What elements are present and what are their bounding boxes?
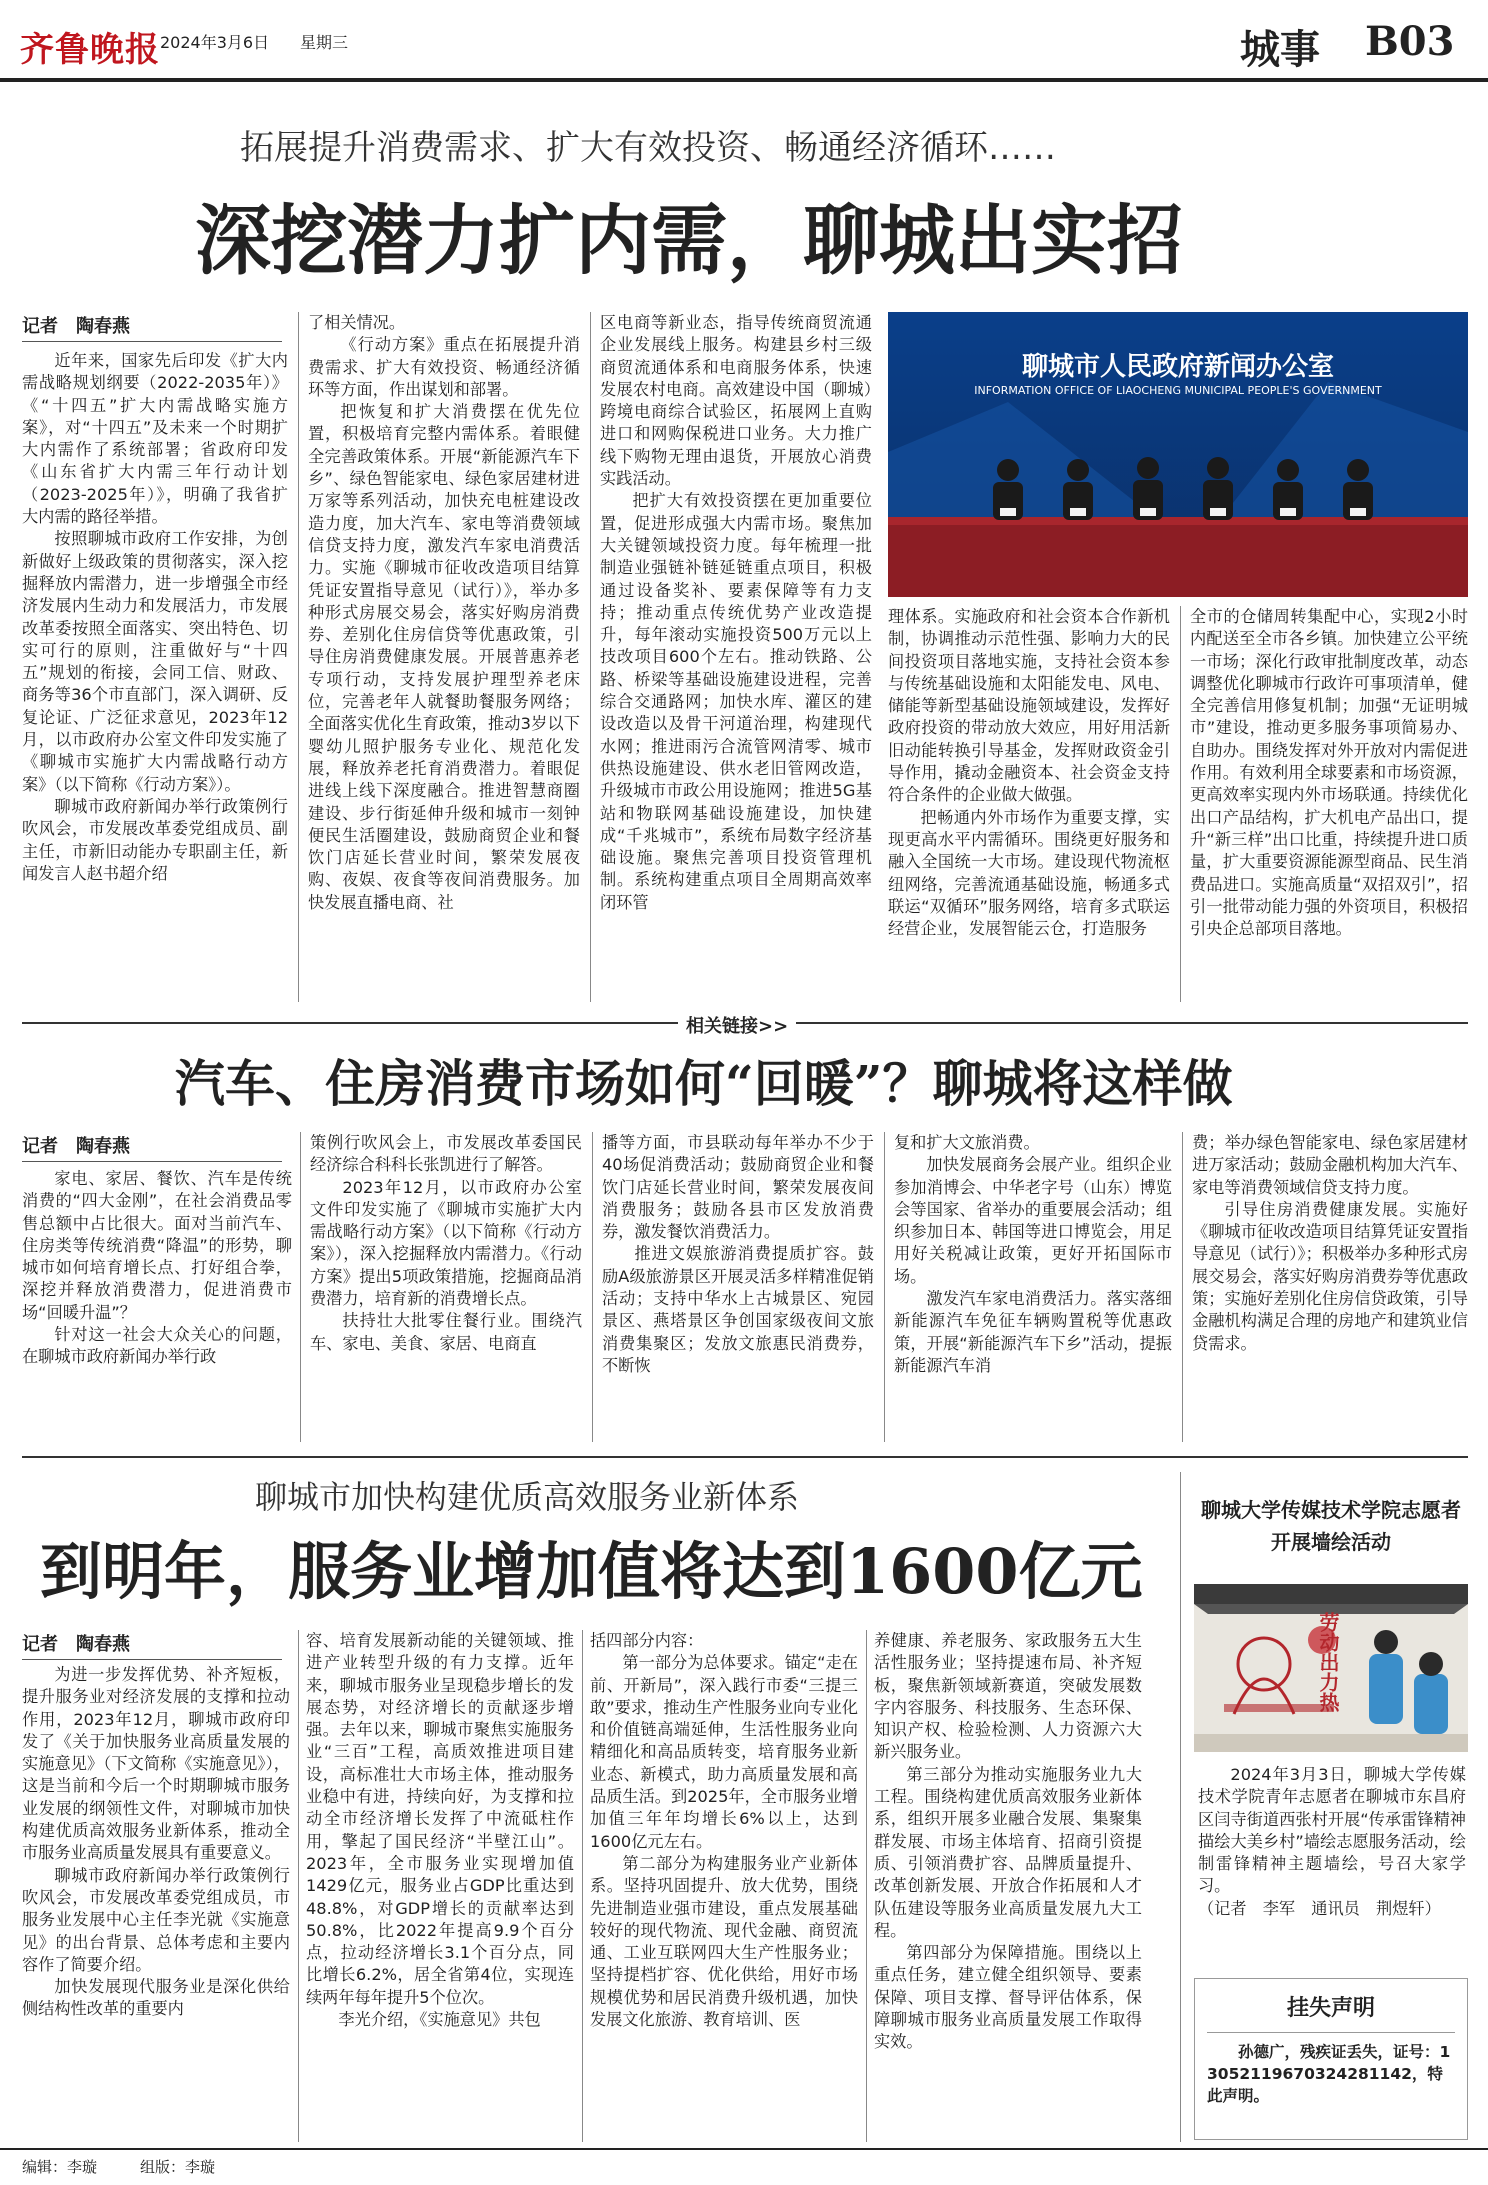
article1-column-5 — [1190, 606, 1468, 1002]
mural-photo — [1194, 1584, 1468, 1752]
paragraph: 理体系。实施政府和社会资本合作新机制，协调推动示范性强、影响力大的民间投资项目落地实施，支持社会资本参与传统基础设施和太阳能发电、风电、储能等新型基础设施领域建设，发挥好政府投资的带动放大效应，用好用活新旧动能转换引导基金，发挥财政资金引导作用，撬动金融资本、社会资金支持符合条件的企业做大做强。 — [888, 607, 1170, 805]
paragraph: 区电商等新业态，指导传统商贸流通企业发展线上服务。构建县乡村三级商贸流通体系和电商服务体系，快速发展农村电商。高效建设中国（聊城）跨境电商综合试验区，拓展网上直购进口和网购保税进口业务。大力推广线下购物无理由退货，开展放心消费实践活动。 — [600, 313, 872, 489]
column-divider — [884, 1132, 885, 1442]
paragraph: 把畅通内外市场作为重要支撑，实现更高水平内需循环。围绕更好服务和融入全国统一大市场。建设现代物流枢纽网络，完善流通基础设施，畅通多式联运“双循环”服务网络，培育多式联运经营企业，发展智能云仓，打造服务 — [888, 807, 1170, 939]
column-divider — [592, 1132, 593, 1442]
press-banner-subtitle: INFORMATION OFFICE OF LIAOCHENG MUNICIPAL PEOPLE'S GOVERNMENT — [974, 384, 1382, 397]
column-divider — [866, 1630, 867, 2142]
paragraph: 近年来，国家先后印发《扩大内需战略规划纲要（2022-2035年）》《“十四五”扩大内需战略实施方案》，对“十四五”及未来一个时期扩大内需作了系统部署；省政府印发《山东省扩大内需三年行动计划（2023-2025年）》，明确了我省扩大内需的路径举措。 — [22, 351, 288, 527]
paragraph: 按照聊城市政府工作安排，为创新做好上级政策的贯彻落实，深入挖掘释放内需潜力，进一步增强全市经济发展内生动力和发展活力，市发展改革委按照全面落实、突出特色、切实可行的原则，注重做好与“十四五”规划的衔接，会同工信、财政、商务等36个市直部门，深入调研、反复论证、广泛征求意见，2023年12月，以市政府办公室文件印发实施了《聊城市实施扩大内需战略行动方案》（以下简称《行动方案》）。 — [22, 529, 288, 794]
article1-byline: 记者 陶春燕 — [22, 312, 282, 342]
column-divider — [590, 312, 591, 1002]
masthead-rule — [0, 78, 1488, 82]
column-divider — [1180, 606, 1181, 1002]
press-conference-photo — [888, 312, 1468, 597]
paragraph: 第四部分为保障措施。围绕以上重点任务，建立健全组织领导、要素保障、项目支撑、督导评估体系，保障聊城市服务业高质量发展工作取得实效。 — [874, 1943, 1142, 2052]
notice-title: 挂失声明 — [1286, 1996, 1375, 2021]
caption-text: 2024年3月3日，聊城大学传媒技术学院青年志愿者在聊城市东昌府区闫寺街道西张村开展“传承雷锋精神 描绘大美乡村”墙绘志愿服务活动，绘制雷锋精神主题墙绘，号召大家学习。 — [1198, 1765, 1483, 1896]
section-label: 城事 — [1240, 26, 1320, 73]
article1-title: 深挖潜力扩内需，聊城出实招 — [195, 196, 1183, 285]
paragraph: 括四部分内容： — [590, 1631, 704, 1650]
paragraph: 聊城市政府新闻办举行政策例行吹风会，市发展改革委党组成员、副主任，市新旧动能办专职副主任，新闻发言人赵书超介绍 — [22, 796, 288, 883]
article1-column-1 — [22, 350, 288, 1000]
column-divider — [298, 312, 299, 1002]
article2-pre-title: 聊城市加快构建优质高效服务业新体系 — [255, 1478, 800, 1516]
section-divider — [22, 1456, 1468, 1458]
related-byline: 记者 陶春燕 — [22, 1132, 282, 1162]
paragraph: 加快发展商务会展产业。组织企业参加消博会、中华老字号（山东）博览会等国家、省举办的重要展会活动；组织参加日本、韩国等进口博览会，用足用好关税减让政策，更好开拓国际市场。 — [894, 1155, 1172, 1286]
article1-column-2 — [308, 312, 580, 1002]
page-number: B03 — [1365, 18, 1455, 65]
column-divider — [582, 1630, 583, 2142]
paragraph: 激发汽车家电消费活力。落实落细新能源汽车免征车辆购置税等优惠政策，开展“新能源汽车下乡”活动，提振新能源汽车消 — [894, 1289, 1172, 1375]
related-column-4 — [894, 1132, 1172, 1442]
article1-pre-title: 拓展提升消费需求、扩大有效投资、畅通经济循环…… — [240, 128, 1056, 168]
footer-rule — [0, 2148, 1488, 2150]
paragraph: 播等方面，市县联动每年举办不少于40场促消费活动；鼓励商贸企业和餐饮门店延长营业时间，繁荣发展夜间消费服务；鼓励各县市区发放消费券，激发餐饮消费活力。 — [602, 1133, 874, 1242]
related-column-1 — [22, 1168, 292, 1440]
related-title: 汽车、住房消费市场如何“回暖”？聊城将这样做 — [175, 1054, 1233, 1113]
related-column-2 — [310, 1132, 582, 1442]
article2-column-1 — [22, 1664, 290, 2142]
paragraph: 全市的仓储周转集配中心，实现2小时内配送至全市各乡镇。加快建立公平统一市场；深化行政审批制度改革，动态调整优化聊城市行政许可事项清单，健全完善信用修复机制；加强“无证明城市”建设，推动更多服务事项简易办、自助办。围绕发挥对外开放对内需促进作用。有效利用全球要素和市场资源，更高效率实现内外市场联通。持续优化出口产品结构，扩大机电产品出口，提升“新三样”出口比重，持续提升进口质量，扩大重要资源能源型商品、民生消费品进口。实施高质量“双招双引”，招引一批带动能力强的外资项目，积极招引央企总部项目落地。 — [1190, 607, 1468, 939]
paragraph: 策例行吹风会上，市发展改革委国民经济综合科科长张凯进行了解答。 — [310, 1133, 582, 1175]
paragraph: 家电、家居、餐饮、汽车是传统消费的“四大金刚”，在社会消费品零售总额中占比很大。面对当前汽车、住房类等传统消费“降温”的形势，聊城市如何培育增长点、打好组合拳，深挖并释放消费潜力，促进消费市场“回暖升温”？ — [22, 1169, 292, 1322]
masthead — [0, 0, 1488, 90]
paragraph: 了相关情况。 — [308, 313, 406, 332]
sidebar-title: 聊城大学传媒技术学院志愿者开展墙绘活动 — [1201, 1498, 1461, 1554]
paragraph: 针对这一社会大众关心的问题，在聊城市政府新闻办举行政 — [22, 1325, 292, 1367]
paragraph: 第一部分为总体要求。锚定“走在前、开新局”，深入践行市委“三提三敢”要求，推动生产性服务业向专业化和价值链高端延伸，生活性服务业向精细化和高品质转变，培育服务业新业态、新模式，助力高质量发展和高品质生活。到2025年，全市服务业增加值三年年均增长6%以上，达到1600亿元左右。 — [590, 1653, 858, 1851]
article1-column-4 — [888, 606, 1170, 1002]
article2-title: 到明年，服务业增加值将达到1600亿元 — [40, 1535, 1143, 1608]
newspaper-logo: 齐鲁晚报 — [20, 30, 160, 70]
article2-column-2 — [306, 1630, 574, 2142]
paragraph: 《行动方案》重点在拓展提升消费需求、扩大有效投资、畅通经济循环等方面，作出谋划和部署。 — [308, 335, 580, 399]
paragraph: 把扩大有效投资摆在更加重要位置，促进形成强大内需市场。聚焦加大关键领域投资力度。每年梳理一批制造业强链补链延链重点项目，积极通过设备奖补、要素保障等有力支持；推动重点传统优势产业改造提升，每年滚动实施投资500万元以上技改项目600个左右。推动铁路、公路、桥梁等基础设施建设进程，完善综合交通路网；加快水库、灌区的建设改造以及骨干河道治理，构建现代水网；推进雨污合流管网清零、城市供热设施建设、供水老旧管网改造，升级城市市政公用设施网；推进5G基站和物联网基础设施建设，加快建成“千兆城市”，系统布局数字经济基础设施。聚焦完善项目投资管理机制。系统构建重点项目全周期高效率闭环管 — [600, 491, 872, 912]
issue-weekday: 星期三 — [300, 33, 349, 52]
article1-column-3 — [600, 312, 872, 1002]
mural-lettering: 劳动出力热 — [1316, 1612, 1340, 1712]
photo-credit: （记者 李军 通讯员 荆煜轩） — [1198, 1898, 1441, 1918]
paragraph: 养健康、养老服务、家政服务五大生活性服务业；坚持提速布局、补齐短板，聚焦新领域新赛道，突破发展数字内容服务、科技服务、生态环保、知识产权、检验检测、人力资源六大新兴服务业。 — [874, 1631, 1142, 1762]
issue-date: 2024年3月6日 — [160, 33, 270, 52]
column-divider — [300, 1132, 301, 1442]
column-divider — [298, 1630, 299, 2142]
column-divider — [1182, 1132, 1183, 1442]
related-link-label: 相关链接>> — [678, 1012, 796, 1038]
paragraph: 第三部分为推动实施服务业九大工程。围绕构建优质高效服务业新体系，组织开展多业融合发展、集聚集群发展、市场主体培育、招商引资提质、引领消费扩容、品牌质量提升、改革创新发展、开放合作拓展和人才队伍建设等服务业高质量发展九大工程。 — [874, 1764, 1142, 1940]
paragraph: 聊城市政府新闻办举行政策例行吹风会，市发展改革委党组成员，市服务业发展中心主任李光就《实施意见》的出台背景、总体考虑和主要内容作了简要介绍。 — [22, 1865, 290, 1974]
paragraph: 引导住房消费健康发展。实施好《聊城市征收改造项目结算凭证安置指导意见（试行）》；积极举办多种形式房展交易会，落实好购房消费券等优惠政策；实施好差别化住房信贷政策，引导金融机构满足合理的房地产和建筑业信贷需求。 — [1192, 1199, 1468, 1353]
article2-byline: 记者 陶春燕 — [22, 1630, 282, 1660]
sidebar-divider — [1180, 1472, 1181, 2142]
press-banner-title: 聊城市人民政府新闻办公室 — [1021, 352, 1334, 382]
paragraph: 把恢复和扩大消费摆在优先位置，积极培育完整内需体系。着眼健全完善政策体系。开展“新能源汽车下乡”、绿色智能家电、绿色家居建材进万家等系列活动，加快充电桩建设改造力度，加大汽车、家电等消费领域信贷支持力度，激发汽车家电消费活力。实施《聊城市征收改造项目结算凭证安置指导意见（试行）》，举办多种形式房展交易会，落实好购房消费券、差别化住房信贷等优惠政策，引导住房消费健康发展。开展普惠养老专项行动，支持发展护理型养老床位，完善老年人就餐助餐服务网络；全面落实优化生育政策，推动3岁以下婴幼儿照护服务专业化、规范化发展，释放养老托育消费潜力。着眼促进线上线下深度融合。推进智慧商圈建设、步行街延伸升级和城市一刻钟便民生活圈建设，鼓励商贸企业和餐饮门店延长营业时间，繁荣发展夜购、夜娱、夜食等夜间消费服务。加快发展直播电商、社 — [308, 402, 580, 912]
footer-layout: 组版：李璇 — [140, 2158, 216, 2176]
paragraph: 为进一步发挥优势、补齐短板，提升服务业对经济发展的支撑和拉动作用，2023年12月，聊城市政府印发了《关于加快服务业高质量发展的实施意见》（下文简称《实施意见》），这是当前和今后一个时期聊城市服务业发展的纲领性文件，对聊城市加快构建优质高效服务业新体系，推动全市服务业高质量发展具有重要意义。 — [22, 1665, 290, 1863]
article2-column-4 — [874, 1630, 1142, 2142]
paragraph: 扶持壮大批零住餐行业。围绕汽车、家电、美食、家居、电商直 — [310, 1311, 582, 1353]
article2-column-3 — [590, 1630, 858, 2142]
footer-editor: 编辑：李璇 — [22, 2158, 98, 2176]
paragraph: 加快发展现代服务业是深化供给侧结构性改革的重要内 — [22, 1977, 290, 2019]
paragraph: 第二部分为构建服务业产业新体系。坚持巩固提升、放大优势，围绕先进制造业强市建设，重点发展基础较好的现代物流、现代金融、商贸流通、工业互联网四大生产性服务业；坚持提档扩容、优化供给，用好市场规模优势和居民消费升级机遇，加快发展文化旅游、教育培训、医 — [590, 1853, 858, 2030]
paragraph: 推进文娱旅游消费提质扩容。鼓励A级旅游景区开展灵活多样精准促销活动；支持中华水上古城景区、宛园景区、燕塔景区争创国家级夜间文旅消费集聚区；发放文旅惠民消费券，不断恢 — [602, 1244, 874, 1375]
related-column-3 — [602, 1132, 874, 1442]
paragraph: 复和扩大文旅消费。 — [894, 1133, 1040, 1152]
sidebar-caption — [1198, 1764, 1483, 1964]
paragraph: 容、培育发展新动能的关键领域、推进产业转型升级的有力支撑。近年来，聊城市服务业呈现稳步增长的发展态势，对经济增长的贡献逐步增强。去年以来，聊城市聚焦实施服务业“三百”工程，高质效推进项目建设，高标准壮大市场主体，推动服务业稳中有进，持续向好，为支撑和拉动全市经济增长发挥了中流砥柱作用，擎起了国民经济“半壁江山”。2023年，全市服务业实现增加值1429亿元，服务业占GDP比重达到48.8%，对GDP增长的贡献率达到50.8%，比2022年提高9.9个百分点，拉动经济增长3.1个百分点，同比增长6.2%，居全省第4位，实现连续两年每年提升5个位次。 — [306, 1631, 574, 2007]
paragraph: 费；举办绿色智能家电、绿色家居建材进万家活动；鼓励金融机构加大汽车、家电等消费领域信贷支持力度。 — [1192, 1133, 1468, 1197]
related-column-5 — [1192, 1132, 1468, 1442]
notice-body: 孙德广，残疾证丢失，证号：13052119670324281142，特此声明。 — [1207, 2032, 1455, 2107]
lost-notice-box — [1194, 1978, 1468, 2140]
paragraph: 李光介绍，《实施意见》共包 — [338, 2010, 541, 2030]
paragraph: 2023年12月，以市政府办公室文件印发实施了《聊城市实施扩大内需战略行动方案》（以下简称《行动方案》），深入挖掘释放内需潜力。《行动方案》提出5项政策措施，挖掘商品消费潜力，培育新的消费增长点。 — [310, 1177, 582, 1309]
